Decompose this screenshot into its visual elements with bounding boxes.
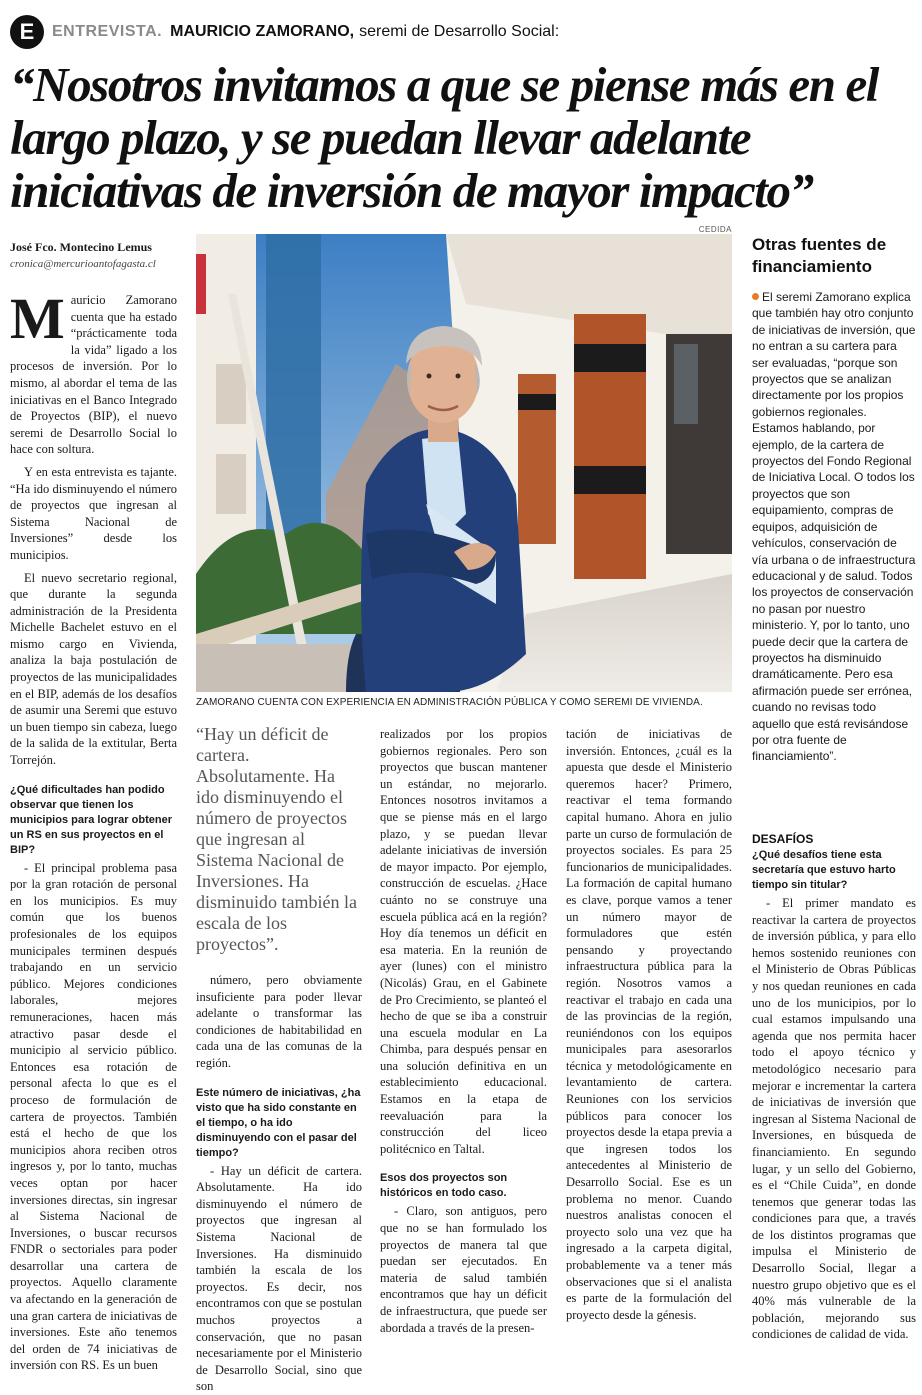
paragraph: tación de iniciativas de inversión. Entonces, ¿cuál es la apuesta que desde el Ministerio queremos hacer? Primero, reactivar el tema formando capital humano. Ahora en julio parte un curso de formulación de proyectos sociales. Es para 25 funcionarios de municipalidades. La formación de capital humano es clave, porque vamos a tener un número mayor de formuladores que estén pensando y proyectando infraestructura pública para la región. Nosotros vamos a reactivar el trabajo en cada una de las provincias de la región, reuniéndonos con los equipos municipales para asesorarlos técnica y metodológicamente en levantamiento de cartera. Reuniones con los servicios públicos para conocer los proyectos desde la etapa previa a que ingresen todos los antecedentes al Ministerio de Desarrollo Social. Ese es un problema no menor. Cuando nuestros analistas conocen el proyecto solo una vez que ha ingresado a la carpeta digital, probablemente va a tener más observaciones que si el analista es parte de la formulación del proyecto desde la génesis. [566, 727, 732, 1322]
interviewee-name: MAURICIO ZAMORANO, [170, 23, 355, 40]
sidebar-text: El seremi Zamorano explica que también hay otro conjunto de iniciativas de inversión, que no entran a su cartera para ser evaluadas, “porque son proyectos que se analizan directamente por los propios gobiernos regionales. Estamos hablando, por ejemplo, de la cartera de proyectos del Fondo Regional de Iniciativa Local. O todos los proyectos que son equipamiento, compras de equipos, adquisición de vehículos, conservación de vía urbana o de infraestructura educacional y de salud. Todos los proyectos de conservación no pasan por nuestro ministerio. Y, por lo tanto, uno puede decir que la cartera de proyectos ha disminuido dramáticamente. Pero esa afirmación puede ser errónea, cuando no revisas todo aquello que está revisándose por otra fuente de financiamiento”. [752, 290, 916, 764]
section-logo-icon: E [10, 15, 44, 49]
kicker-line [10, 14, 910, 50]
pull-quote: “Hay un déficit de cartera. Absolutamente. Ha ido disminuyendo el número de proyectos que ingresan al Sistema Nacional de Inversiones. Ha disminuido también la escala de los proyectos”. [196, 724, 357, 954]
desafios-column [752, 848, 916, 1343]
orange-bullet-icon [752, 293, 759, 300]
article-column-2 [196, 972, 362, 1395]
interview-answer: - Hay un déficit de cartera. Absolutamente. Ha ido disminuyendo el número de proyectos que ingresan al Sistema Nacional de Inversiones. Ha disminuido también la escala de los proyectos. Es decir, nos encontramos con que se postulan muchos proyectos a conservación, que no pasan necesariamente por el Ministerio de Desarrollo Social, sino que son [196, 1163, 362, 1394]
lead-paragraph [10, 286, 177, 458]
desafios-heading: DESAFÍOS [752, 832, 814, 846]
article-column-4 [566, 726, 732, 1323]
headline-line-2: largo plazo, y se puedan llevar adelante [10, 110, 751, 165]
article-column-1 [10, 286, 177, 1374]
interview-question: ¿Qué dificultades han podido observar que tienen los municipios para lograr obtener un RS en sus proyectos en el BIP? [10, 783, 172, 856]
portrait-photo [196, 234, 732, 692]
paragraph: número, pero obviamente insuficiente para poder llevar adelante o transformar las condiciones de habitabilidad en cada una de las comunas de la región. [196, 973, 362, 1070]
portrait-illustration [196, 234, 732, 692]
interview-question: Este número de iniciativas, ¿ha visto que ha sido constante en el tiempo, o ha ido disminuyendo con el pasar del tiempo? [196, 1086, 361, 1159]
photo-caption: ZAMORANO CUENTA CON EXPERIENCIA EN ADMINISTRACIÓN PÚBLICA Y COMO SEREMI DE VIVIENDA. [196, 697, 703, 708]
author-name: José Fco. Montecino Lemus [10, 240, 152, 254]
paragraph: El nuevo secretario regional, que durante la segunda administración de la Presidenta Michelle Bachelet estuvo en el mismo cargo en Vivienda, analiza la baja postulación de proyectos de las municipalidades en el BIP, además de los desafíos de asumir una Seremi que estuvo un buen tiempo sin cabeza, luego de la salida de la extitular, Berta Torrejón. [10, 570, 177, 768]
sidebar-title: Otras fuentes de financiamiento [752, 235, 887, 276]
headline-line-1: “Nosotros invitamos a que se piense más en el [10, 57, 879, 112]
headline-line-3: iniciativas de inversión de mayor impacto” [10, 163, 813, 218]
sidebar-body [752, 289, 916, 765]
byline [10, 240, 190, 270]
interview-question: Esos dos proyectos son históricos en todo caso. [380, 1172, 508, 1200]
article-column-3 [380, 726, 547, 1336]
paragraph: realizados por los propios gobiernos regionales. Pero son proyectos que buscan mantener un estándar, no mejorarlo. Entonces nosotros invitamos a que se piense más en el largo plazo, y se puedan llevar adelante iniciativas de inversión de mayor impacto. Por ejemplo, construcción de escuelas. ¿Hace cuánto no se construye una escuela pública acá en la región? Hoy día tenemos un déficit en esa materia. En la reunión de ayer (lunes) con el ministro (Nicolás) Grau, en el Gabinete de Pro Crecimiento, se planteó el hecho de que se iba a construir una escuela modular en La Chimba, para después pensar en una solución definitiva en un establecimiento educacional. Estamos en la etapa de reevaluación para la construcción del liceo politécnico en Taltal. [380, 727, 547, 1156]
author-email: cronica@mercurioantofagasta.cl [10, 258, 156, 270]
interview-answer: - El principal problema pasa por la gran rotación de personal en los municipios. Es muy común que los buenos profesionales de los equipos municipales terminen después trabajando en un servicio público. Mejores condiciones laborales, mejores remuneraciones, hacen más atractivo pasar desde el municipio al servicio público. Entonces esa rotación de personal afecta lo que es el proceso de formulación de cartera de proyectos. También está el hecho de que los municipios ahora reciben otros ingresos y, por lo tanto, muchas veces optan por hacer inversiones directas, sin ingresar al Sistema Nacional de Inversiones, o buscar recursos FNDR o sectoriales para poder desarrollar una cartera de proyectos. Aquello claramente va afectando en la generación de una gran cartera de iniciativas de inversiones. Este año tenemos del orden de 74 iniciativas de inversión con RS. Es un buen [10, 860, 177, 1373]
interview-answer: - El primer mandato es reactivar la cartera de proyectos de inversión pública, y para ello hemos sostenido reuniones con el Ministerio de Obras Públicas y nos quedan reuniones en cada uno de los municipios, por lo cual estamos impulsando una agenda que nos permita hacer todo el apoyo técnico y metodológico necesario para mejorar e incrementar la cartera de iniciativas de inversión que ingresan al Sistema Nacional de Inversiones, en búsqueda de financiamiento. En segundo lugar, y un sello del Gobierno, es el “Chile Cuida”, en donde tenemos que generar todas las condiciones para que, a través de los distintos programas que impulsa el Ministerio de Desarrollo Social, llegar a nuestro grupo objetivo que es el 40% más vulnerable de la población, mejorando sus condiciones de calidad de vida. [752, 896, 916, 1342]
section-label: ENTREVISTA. [52, 23, 163, 40]
headline [10, 58, 910, 217]
paragraph: Y en esta entrevista es tajante. “Ha ido disminuyendo el número de proyectos que ingresan al Sistema Nacional de Inversiones” desde los municipios. [10, 464, 177, 562]
drop-cap: M [10, 286, 65, 351]
photo-credit: CEDIDA [698, 225, 732, 234]
interview-question: ¿Qué desafíos tiene esta secretaría que estuvo harto tiempo sin titular? [752, 849, 896, 891]
interviewee-role: seremi de Desarrollo Social: [359, 23, 560, 40]
interview-answer: - Claro, son antiguos, pero que no se han formulado los proyectos de manera tal que puedan ser ejecutados. En materia de salud también encontramos que hay un déficit de infraestructura, que puede ser abordada a través de la presen- [380, 1204, 547, 1335]
lead-text: auricio Zamorano cuenta que ha estado “prácticamente toda la vida” ligado a los procesos de inversión. Por lo mismo, al abordar el tema de las iniciativas en el Banco Integrado de Proyectos (BIP), el nuevo seremi de Desarrollo Social lo hace con soltura. [10, 293, 177, 457]
